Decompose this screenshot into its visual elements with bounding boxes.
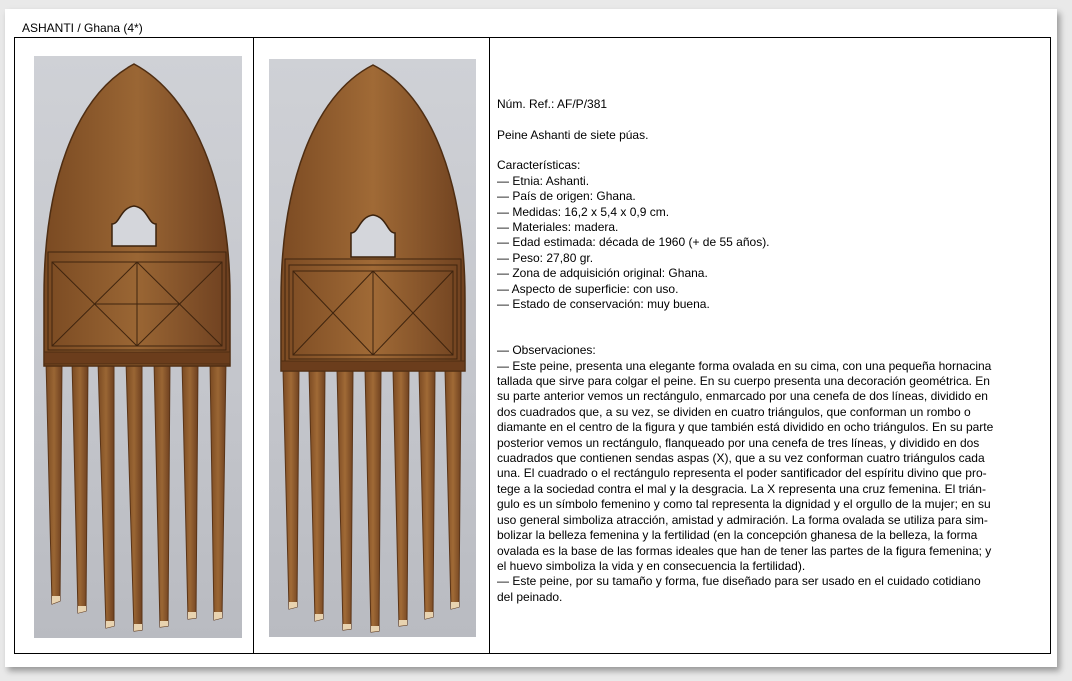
feature-line: — Peso: 27,80 gr.	[497, 250, 594, 265]
feature-line: — Materiales: madera.	[497, 220, 619, 234]
feature-line: — Medidas: 16,2 x 5,4 x 0,9 cm.	[497, 204, 670, 219]
observation-line: posterior vemos un rectángulo, flanqueado por una cenefa de tres líneas, y dividido en dos	[497, 435, 980, 450]
observations-heading: — Observaciones:	[497, 343, 596, 358]
observation-line: bolizar la belleza femenina y la fertilidad (en la concepción ghanesa de la belleza, la forma	[497, 528, 978, 543]
observation-line: el huevo simboliza la vida y en consecuencia la fertilidad).	[497, 558, 806, 573]
features-heading: Características:	[497, 158, 581, 173]
observation-line: su parte anterior vemos un rectángulo, enmarcado por una cenefa de dos líneas, dividido en	[497, 389, 988, 404]
comb-front-photo	[34, 56, 242, 638]
feature-line: — País de origen: Ghana.	[497, 189, 636, 204]
observation-line: una. El cuadrado o el rectángulo representa el poder santificador del espíritu divino que pro-	[497, 466, 987, 481]
feature-line: — Edad estimada: década de 1960 (+ de 55 años).	[497, 235, 770, 250]
observation-line: gulo es un símbolo femenino y como tal representa la dignidad y el orgullo de la mujer; en su	[497, 497, 991, 512]
observation-line: diamante en el centro de la figura y que también está dividido en ocho triángulos. En su parte	[497, 420, 994, 435]
feature-line: — Estado de conservación: muy buena.	[497, 297, 710, 312]
observation-line: — Este peine, presenta una elegante forma ovalada en su cima, con una pequeña hornacina	[497, 358, 992, 373]
observation-line: — Este peine, por su tamaño y forma, fue diseñado para ser usado en el cuidado cotidiano	[497, 574, 981, 589]
observation-line: ovalada es la base de las formas ideales que han de tener las partes de la figura femenina; y	[497, 543, 992, 558]
observation-line: tallada que sirve para colgar el peine. En su cuerpo presenta una decoración geométrica. En	[497, 374, 990, 389]
object-description	[497, 66, 1042, 605]
document-sheet	[5, 9, 1057, 667]
catalog-table	[14, 37, 1051, 654]
observation-line: dos cuadrados que, a su vez, se dividen en cuatro triángulos, que conforman un rombo o	[497, 404, 971, 419]
observation-line: tege a la sociedad contra el mal y la desgracia. La X representa una cruz femenina. El trián-	[497, 481, 986, 496]
feature-line: — Etnia: Ashanti.	[497, 173, 590, 188]
observation-line: uso general simboliza atracción, amistad y admiración. La forma ovalada se utiliza para sim-	[497, 512, 988, 527]
comb-back-photo	[269, 59, 476, 637]
object-title: Peine Ashanti de siete púas.	[497, 127, 649, 142]
observation-line: cuadrados que contienen sendas aspas (X), que a su vez conforman cuatro triángulos cada	[497, 451, 985, 466]
feature-line: — Aspecto de superficie: con uso.	[497, 281, 679, 296]
feature-line: — Zona de adquisición original: Ghana.	[497, 266, 708, 281]
observation-line: del peinado.	[497, 589, 563, 604]
column-divider	[489, 38, 490, 653]
column-divider	[253, 38, 254, 653]
reference-number: Núm. Ref.: AF/P/381	[497, 96, 608, 111]
page-title: ASHANTI / Ghana (4*)	[22, 21, 143, 35]
